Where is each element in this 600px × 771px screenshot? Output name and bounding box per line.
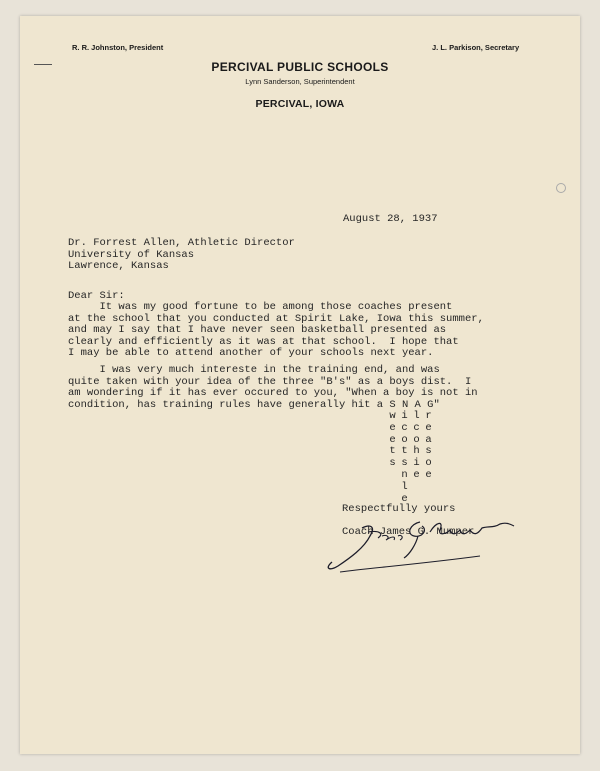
acrostic-letter: i <box>401 410 408 422</box>
letterhead-city: PERCIVAL, IOWA <box>255 98 345 110</box>
acrostic-letter: e <box>401 492 408 505</box>
signer-name: Coach James G. Mumper <box>342 526 475 538</box>
closing: Respectfully yours <box>342 503 456 515</box>
acrostic-letter: l <box>413 410 420 422</box>
acrostic-letter: e <box>389 433 396 446</box>
recipient-line: University of Kansas <box>68 248 195 261</box>
acrostic-letter: c <box>413 421 420 434</box>
acrostic-letter: t <box>389 445 396 458</box>
acrostic-column <box>413 411 420 505</box>
body-line: am wondering if it has ever occured to you, "When a boy is not in <box>68 387 478 400</box>
recipient-line: Lawrence, Kansas <box>68 260 169 273</box>
letter-date: August 28, 1937 <box>343 213 438 225</box>
paragraph-2 <box>68 365 478 411</box>
acrostic-letter: r <box>425 410 432 422</box>
acrostic-letter: e <box>425 421 432 434</box>
acrostic-letter: c <box>401 421 408 434</box>
acrostic-letter: s <box>389 457 396 470</box>
body-line: It was my good fortune to be among those coaches present <box>68 301 453 313</box>
salutation: Dear Sir: <box>68 290 125 302</box>
acrostic-column <box>425 411 432 505</box>
acrostic-letter: o <box>425 457 432 470</box>
president-name: R. R. Johnston, President <box>72 43 164 52</box>
body-line: and may I say that I have never seen basketball presented as <box>68 324 447 337</box>
acrostic-letter: o <box>401 433 408 446</box>
snag-acrostic <box>389 411 432 505</box>
superintendent-name: Lynn Sanderson, Superintendent <box>245 77 355 86</box>
acrostic-letter: e <box>389 421 396 434</box>
acrostic-letter: a <box>425 433 432 446</box>
body-line: I was very much intereste in the training end, and was <box>68 364 440 376</box>
acrostic-column <box>389 411 396 505</box>
recipient-address <box>68 238 295 273</box>
acrostic-letter: e <box>425 468 432 481</box>
letter-page <box>20 16 580 754</box>
recipient-line: Dr. Forrest Allen, Athletic Director <box>68 237 295 249</box>
acrostic-letter: o <box>413 433 420 446</box>
body-line: quite taken with your idea of the three "B's" as a boys dist. I <box>68 375 472 388</box>
acrostic-letter: t <box>401 445 408 458</box>
acrostic-letter: n <box>401 468 408 481</box>
acrostic-letter: i <box>413 457 420 470</box>
acrostic-letter: l <box>401 480 408 493</box>
school-name: PERCIVAL PUBLIC SCHOOLS <box>211 60 389 74</box>
acrostic-letter: e <box>413 468 420 481</box>
acrostic-letter: s <box>425 445 432 458</box>
paragraph-1 <box>68 302 484 360</box>
body-line: I may be able to attend another of your schools next year. <box>68 347 434 360</box>
punch-hole <box>556 183 566 193</box>
acrostic-column <box>401 411 408 505</box>
acrostic-letter: s <box>401 457 408 470</box>
body-line: at the school that you conducted at Spirit Lake, Iowa this summer, <box>68 312 484 325</box>
handwritten-signature <box>310 514 520 576</box>
body-line: clearly and efficiently as it was at that school. I hope that <box>68 335 459 348</box>
acrostic-letter: h <box>413 445 420 458</box>
acrostic-letter: w <box>389 410 396 422</box>
body-line: condition, has training rules have generally hit a S N A G" <box>68 398 440 411</box>
secretary-name: J. L. Parkison, Secretary <box>432 43 520 52</box>
